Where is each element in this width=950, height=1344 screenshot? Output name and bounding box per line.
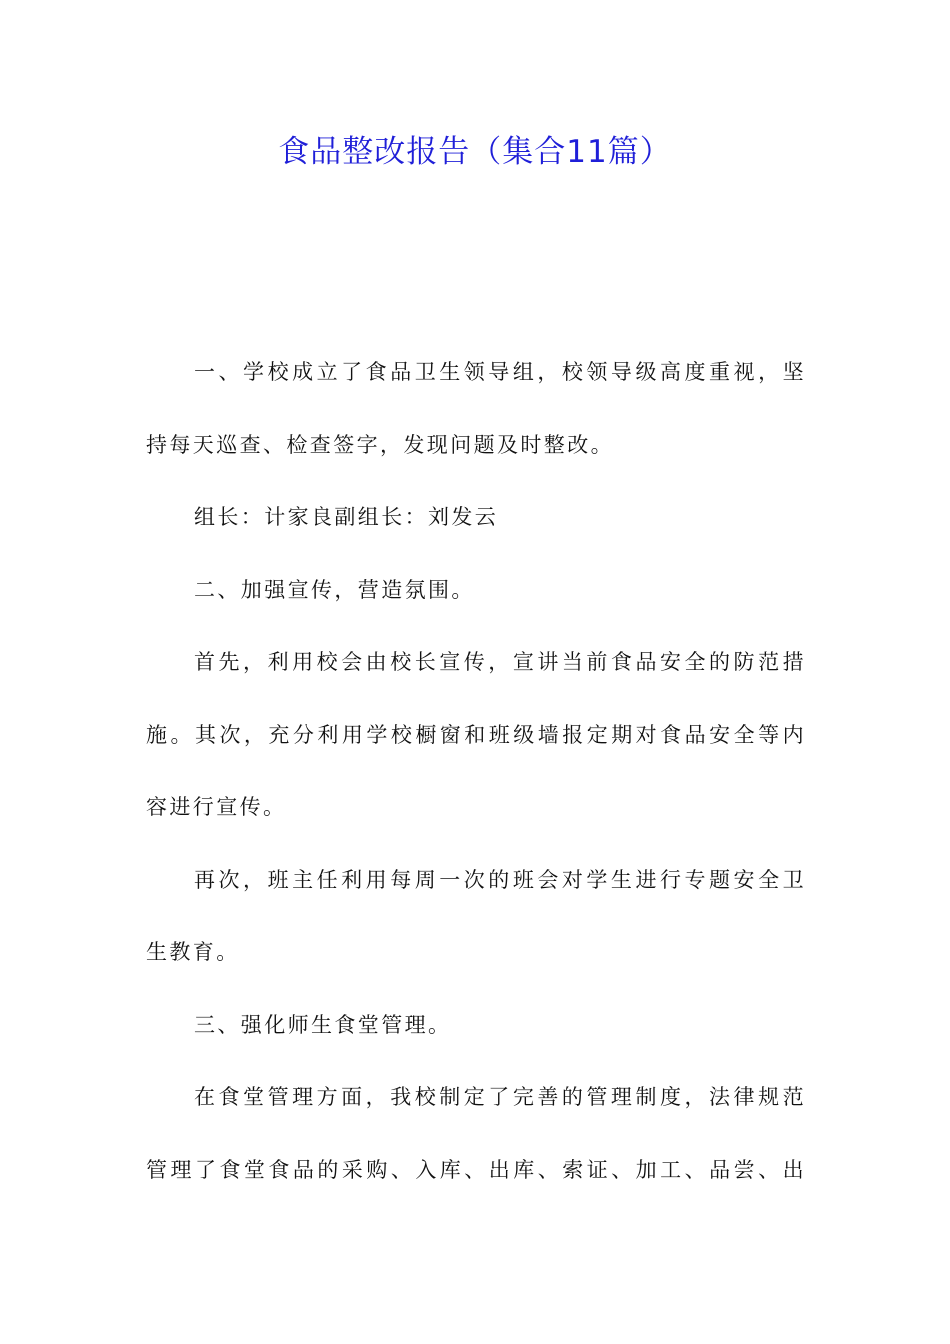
- paragraph-1: [146, 336, 806, 481]
- paragraph-2: [146, 481, 806, 554]
- paragraph-4-line-2: 施。其次，充分利用学校橱窗和班级墙报定期对食品安全等内: [146, 722, 806, 747]
- document-body: [146, 336, 806, 1206]
- paragraph-4-line-3: 容进行宣传。: [146, 795, 287, 819]
- paragraph-7-line-2: 管理了食堂食品的采购、入库、出库、索证、加工、品尝、出: [146, 1157, 806, 1182]
- paragraph-1-line-2: 持每天巡查、检查签字，发现问题及时整改。: [146, 432, 614, 457]
- paragraph-4: [146, 626, 806, 844]
- paragraph-5-line-2: 生教育。: [146, 940, 240, 964]
- paragraph-4-line-1: 首先，利用校会由校长宣传，宣讲当前食品安全的防范措: [194, 650, 806, 674]
- paragraph-7-line-1: 在食堂管理方面，我校制定了完善的管理制度，法律规范: [194, 1085, 806, 1109]
- paragraph-3: [146, 554, 806, 627]
- paragraph-5-line-1: 再次，班主任利用每周一次的班会对学生进行专题安全卫: [194, 867, 806, 892]
- document-title: 食品整改报告（集合11篇）: [278, 134, 672, 170]
- paragraph-1-line-1: 一、学校成立了食品卫生领导组，校领导级高度重视，坚: [194, 360, 806, 384]
- paragraph-5: [146, 844, 806, 989]
- paragraph-3-line-1: 二、加强宣传，营造氛围。: [194, 577, 475, 602]
- paragraph-6: [146, 989, 806, 1062]
- paragraph-2-line-1: 组长：计家良副组长：刘发云: [194, 505, 499, 529]
- paragraph-6-line-1: 三、强化师生食堂管理。: [194, 1012, 452, 1037]
- paragraph-7: [146, 1061, 806, 1206]
